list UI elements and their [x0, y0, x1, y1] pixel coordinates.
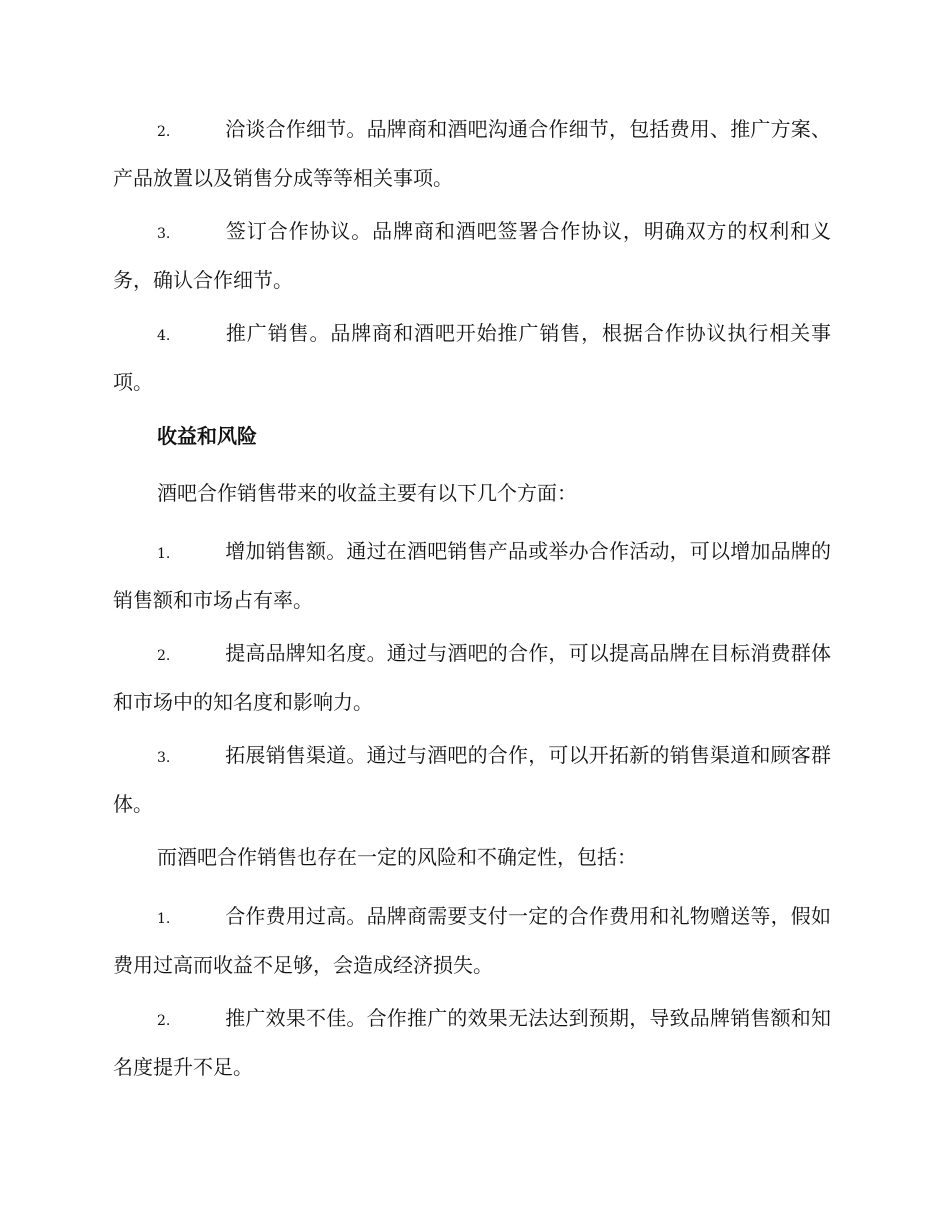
list-item-poor-promotion: [113, 995, 831, 1090]
list-text: 签订合作协议。品牌商和酒吧签署合作协议，明确双方的权利和义务，确认合作细节。: [113, 219, 831, 292]
list-item-promote-sales: [113, 310, 831, 405]
risks-intro: 而酒吧合作销售也存在一定的风险和不确定性，包括：: [157, 845, 637, 869]
section-heading: 收益和风险: [157, 424, 257, 448]
list-number: 2.: [157, 648, 171, 664]
list-item-negotiate: [113, 106, 831, 201]
benefits-intro: 酒吧合作销售带来的收益主要有以下几个方面：: [157, 481, 577, 505]
list-number: 1.: [157, 546, 171, 562]
list-item-sign-agreement: [113, 208, 831, 303]
list-text: 拓展销售渠道。通过与酒吧的合作，可以开拓新的销售渠道和顾客群体。: [113, 743, 831, 816]
list-text: 增加销售额。通过在酒吧销售产品或举办合作活动，可以增加品牌的销售额和市场占有率。: [113, 539, 831, 612]
list-number: 2.: [157, 1013, 171, 1029]
list-item-brand-awareness: [113, 630, 831, 725]
list-number: 1.: [157, 911, 171, 927]
list-item-high-cost: [113, 893, 831, 988]
list-number: 2.: [157, 124, 171, 140]
list-item-increase-sales: [113, 528, 831, 623]
list-number: 4.: [157, 328, 171, 344]
list-text: 推广效果不佳。合作推广的效果无法达到预期，导致品牌销售额和知名度提升不足。: [113, 1006, 831, 1079]
list-text: 推广销售。品牌商和酒吧开始推广销售，根据合作协议执行相关事项。: [113, 321, 831, 394]
list-text: 洽谈合作细节。品牌商和酒吧沟通合作细节，包括费用、推广方案、产品放置以及销售分成等等相关事项。: [113, 117, 831, 190]
list-item-expand-channels: [113, 732, 831, 827]
list-number: 3.: [157, 226, 171, 242]
list-text: 合作费用过高。品牌商需要支付一定的合作费用和礼物赠送等，假如费用过高而收益不足够，会造成经济损失。: [113, 904, 831, 977]
list-number: 3.: [157, 750, 171, 766]
list-text: 提高品牌知名度。通过与酒吧的合作，可以提高品牌在目标消费群体和市场中的知名度和影响力。: [113, 641, 831, 714]
